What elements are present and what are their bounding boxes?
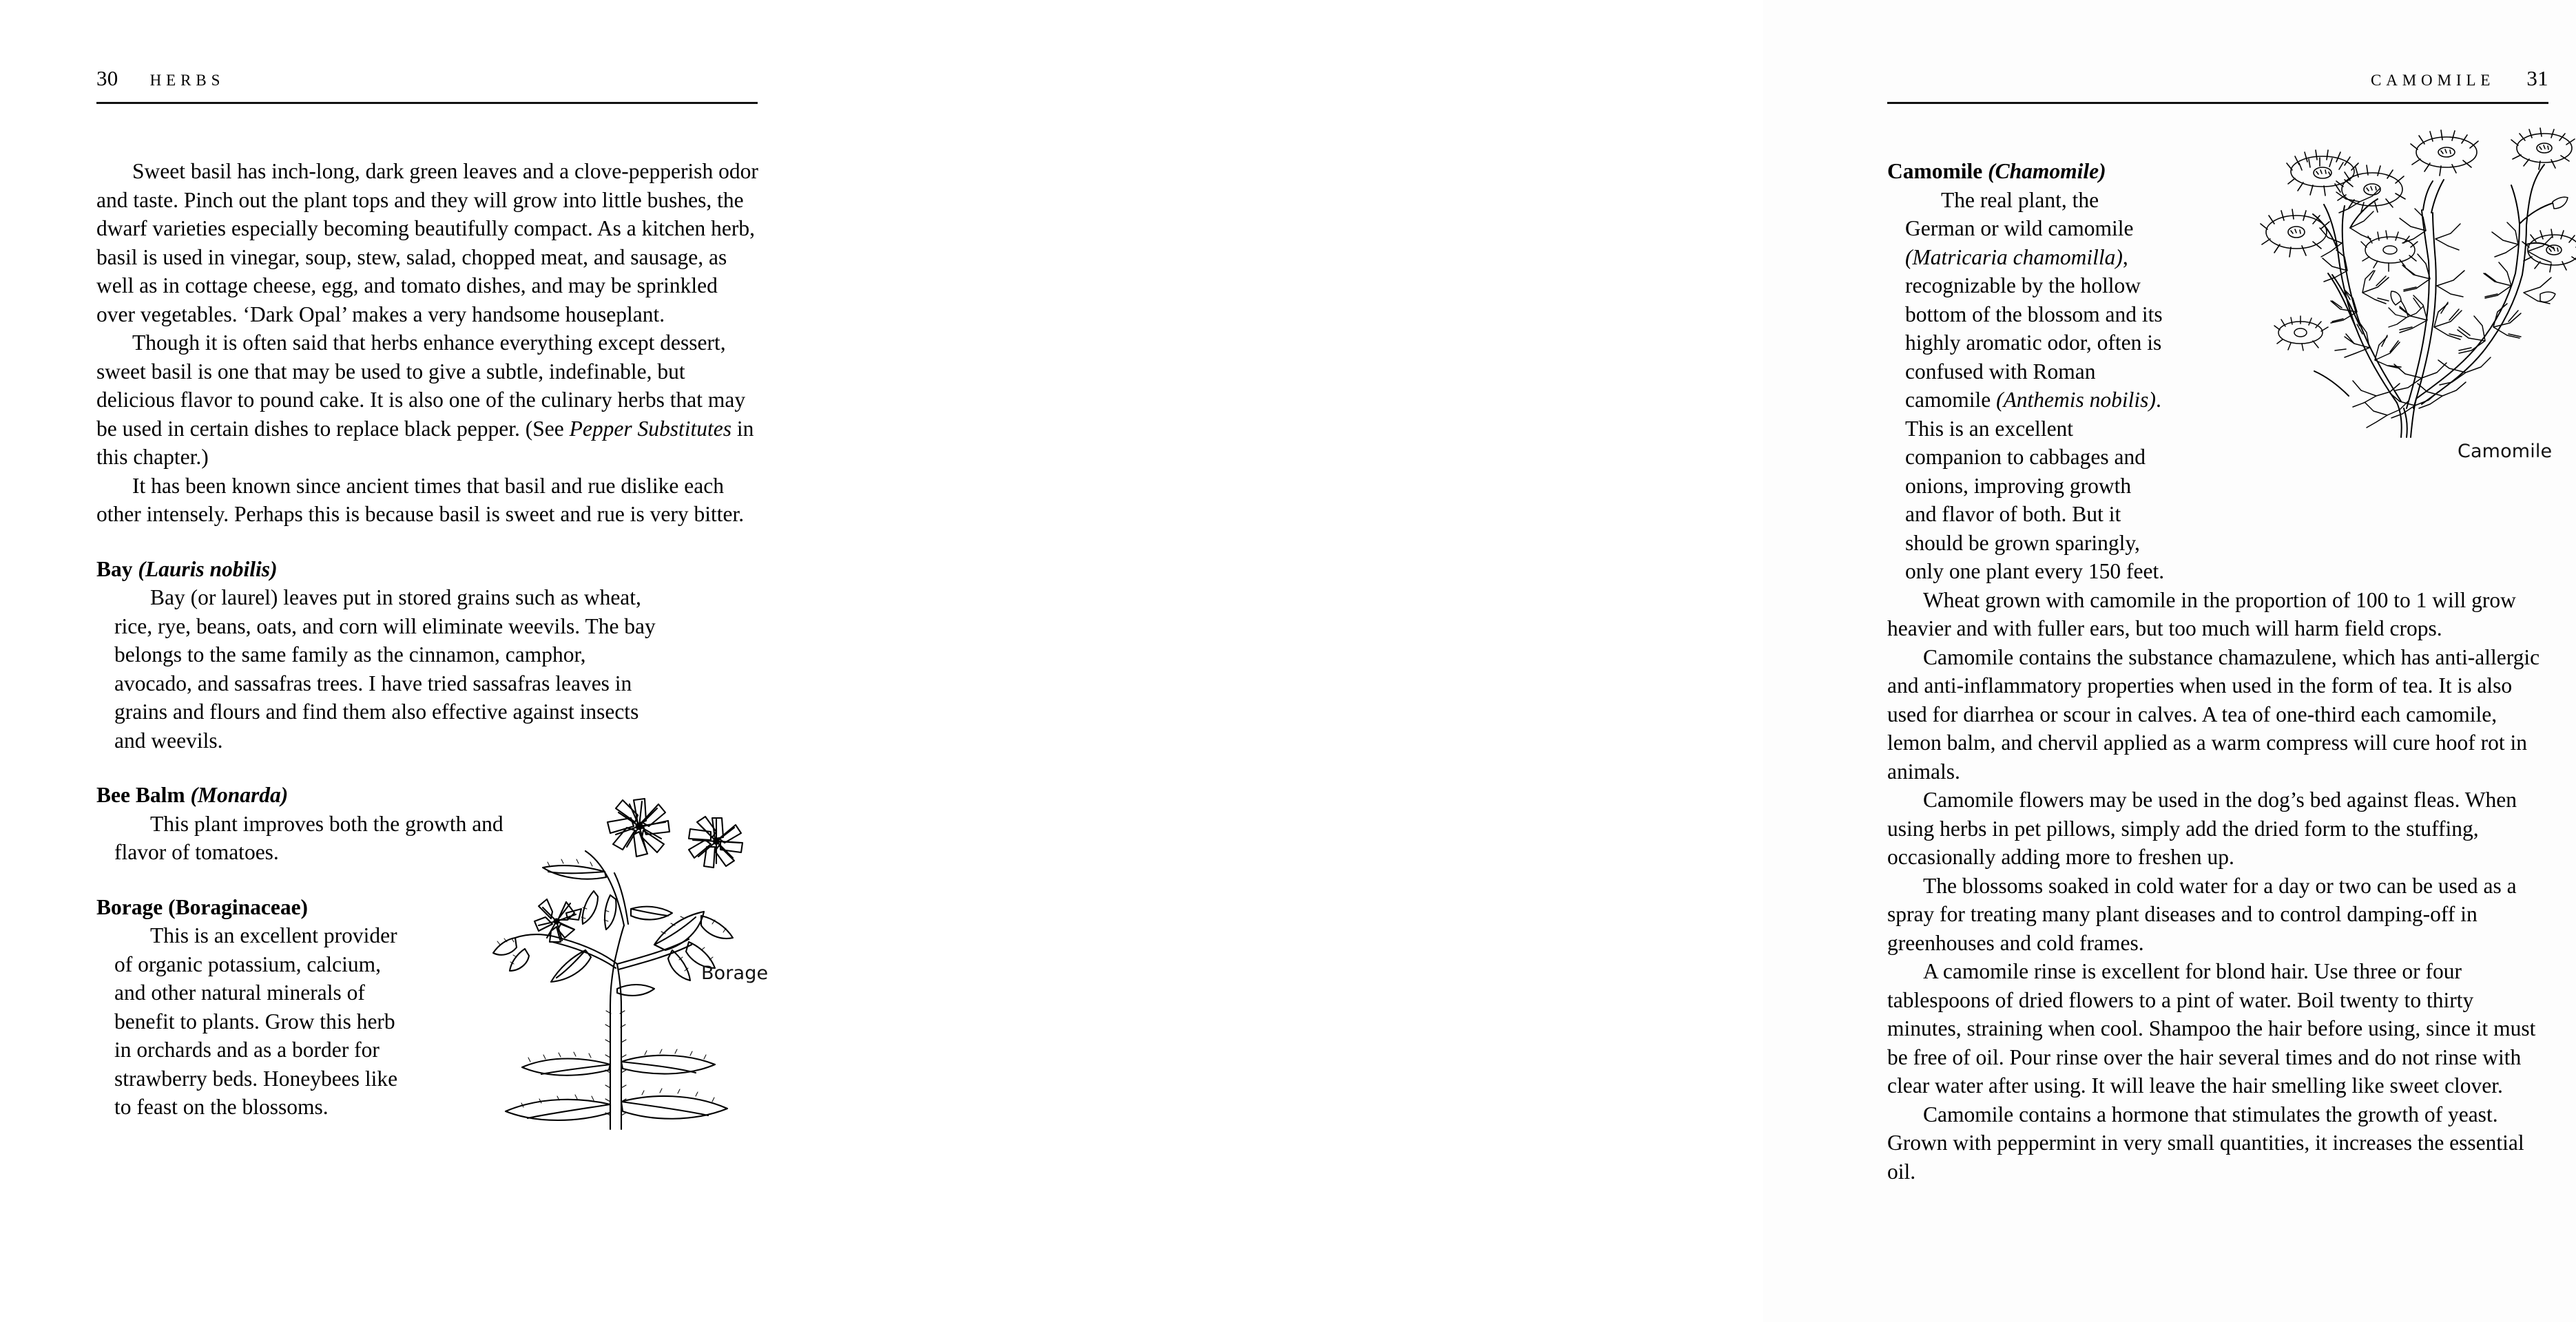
running-head-right — [1887, 66, 2548, 96]
pepper-substitutes-italic: Pepper Substitutes — [569, 416, 731, 441]
header-rule-left — [96, 102, 758, 104]
paragraph-dog-bed-fleas: Camomile flowers may be used in the dog’s bed against fleas. When using herbs in pet pillows, simply add the dried form to the stuffing, occasionally adding more to freshen up. — [1887, 788, 2517, 869]
paragraph-bay: Bay (or laurel) leaves put in stored grains such as wheat, rice, rye, beans, oats, and corn will eliminate weevils. The bay belongs to the same family as the cinnamon, camphor, avocado, and sassafras trees. I have tried sassafras leaves in grains and flours and find them also effective against insects and weevils. — [114, 585, 656, 753]
anthemis-nobilis-italic: (Anthemis nobilis) — [1996, 388, 2156, 412]
borage-illustration — [482, 744, 758, 1129]
running-title-left: HERBS — [149, 72, 225, 89]
page-number-left: 30 — [96, 66, 118, 90]
matricaria-chamomilla-italic: (Matricaria chamomilla) — [1905, 244, 2123, 269]
left-page — [0, 0, 882, 1322]
paragraph-hair-rinse: A camomile rinse is excellent for blond hair. Use three or four tablespoons of dried flowers to a pint of water. Boil twenty to thirty minutes, straining when cool. Shampoo the hair before using, since it must be free of oil. Pour rinse over the hair several times and do not rinse with clear water after using. It will leave the hair smelling like sweet clover. — [1887, 959, 2536, 1098]
page-number-right: 31 — [2526, 66, 2548, 90]
pepper-para-after: in this chapter.) — [96, 416, 754, 469]
heading-bay-name: Bay — [96, 556, 133, 581]
header-rule-right — [1887, 102, 2548, 104]
borage-plant-drawing — [482, 744, 758, 1129]
paragraph-sweet-basil: Sweet basil has inch-long, dark green leaves and a clove-pepperish odor and taste. Pinch out the plant tops and they will grow into little bushes, the dwarf varieties especially becoming beautifully compact. As a kitchen herb, basil is used in vinegar, soup, stew, salad, chopped meat, and sausage, as well as in cottage cheese, egg, and tomato dishes, and may be sprinkled over vegetables. ‘Dark Opal’ makes a very handsome houseplant. — [96, 159, 758, 326]
paragraph-chamazulene: Camomile contains the substance chamazulene, which has anti-allergic and anti-inflammatory properties when used in the form of tea. It is also used for diarrhea or scour in calves. A tea of one-third each camomile, lemon balm, and chervil applied as a warm compress will cure hoof rot in animals. — [1887, 644, 2540, 784]
section-spacer — [96, 529, 759, 555]
running-head-left — [96, 66, 758, 96]
heading-camomile-name: Camomile — [1887, 159, 1983, 183]
borage-caption: Borage — [701, 963, 769, 984]
heading-borage-latin: (Boraginaceae) — [168, 894, 309, 919]
paragraph-camomile-intro — [1887, 186, 2167, 586]
camomile-intro-part1: The real plant, the German or wild camomile — [1905, 187, 2134, 240]
camomile-intro-part2: , recognizable by the hollow bottom of the blossom and its highly aromatic odor, often is confused with Roman camomile — [1905, 244, 2163, 412]
running-title-right: CAMOMILE — [2370, 72, 2495, 89]
paragraph-wheat-proportion: Wheat grown with camomile in the proportion of 100 to 1 will grow heavier and with fuller ears, but too much will harm field crops. — [1887, 587, 2516, 640]
heading-bee-balm-latin: (Monarda) — [190, 783, 289, 807]
paragraph-borage: This is an excellent provider of organic potassium, calcium, and other natural minerals of benefit to plants. Grow this herb in orchards and as a border for strawberry beds. Honeybees like to feast on the blossoms. — [114, 923, 398, 1119]
paragraph-pepper-substitutes — [96, 328, 759, 472]
paragraph-yeast-hormone: Camomile contains a hormone that stimulates the growth of yeast. Grown with peppermint in very small quantities, it increases the essential oil. — [1887, 1102, 2524, 1184]
paragraph-blossom-spray: The blossoms soaked in cold water for a day or two can be used as a spray for treating many plant diseases and to control damping-off in greenhouses and cold frames. — [1887, 873, 2517, 955]
heading-bay — [96, 555, 759, 584]
pepper-para-before: Though it is often said that herbs enhance everything except dessert, sweet basil is one that may be used to give a subtle, indefinable, but delicious flavor to pound cake. It is also one of the culinary herbs that may be used in certain dishes to replace black pepper. (See — [96, 330, 746, 441]
heading-borage-name: Borage — [96, 894, 163, 919]
right-page — [882, 0, 2553, 1322]
paragraph-basil-rue: It has been known since ancient times that basil and rue dislike each other intensely. Perhaps this is because basil is sweet and rue is very bitter. — [96, 473, 745, 526]
camomile-caption: Camomile — [2458, 441, 2553, 462]
paragraph-bee-balm: This plant improves both the growth and flavor of tomatoes. — [114, 811, 503, 864]
camomile-illustration — [2266, 120, 2576, 437]
camomile-plant-drawing — [2266, 120, 2576, 437]
heading-bay-latin: (Lauris nobilis) — [138, 556, 278, 581]
camomile-intro-part3: . This is an excellent companion to cabbages and onions, improving growth and flavor of both. But it should be grown sparingly, only one plant every 150 feet. — [1905, 388, 2165, 583]
heading-bee-balm-name: Bee Balm — [96, 783, 185, 807]
heading-camomile-latin: (Chamomile) — [1988, 159, 2106, 183]
